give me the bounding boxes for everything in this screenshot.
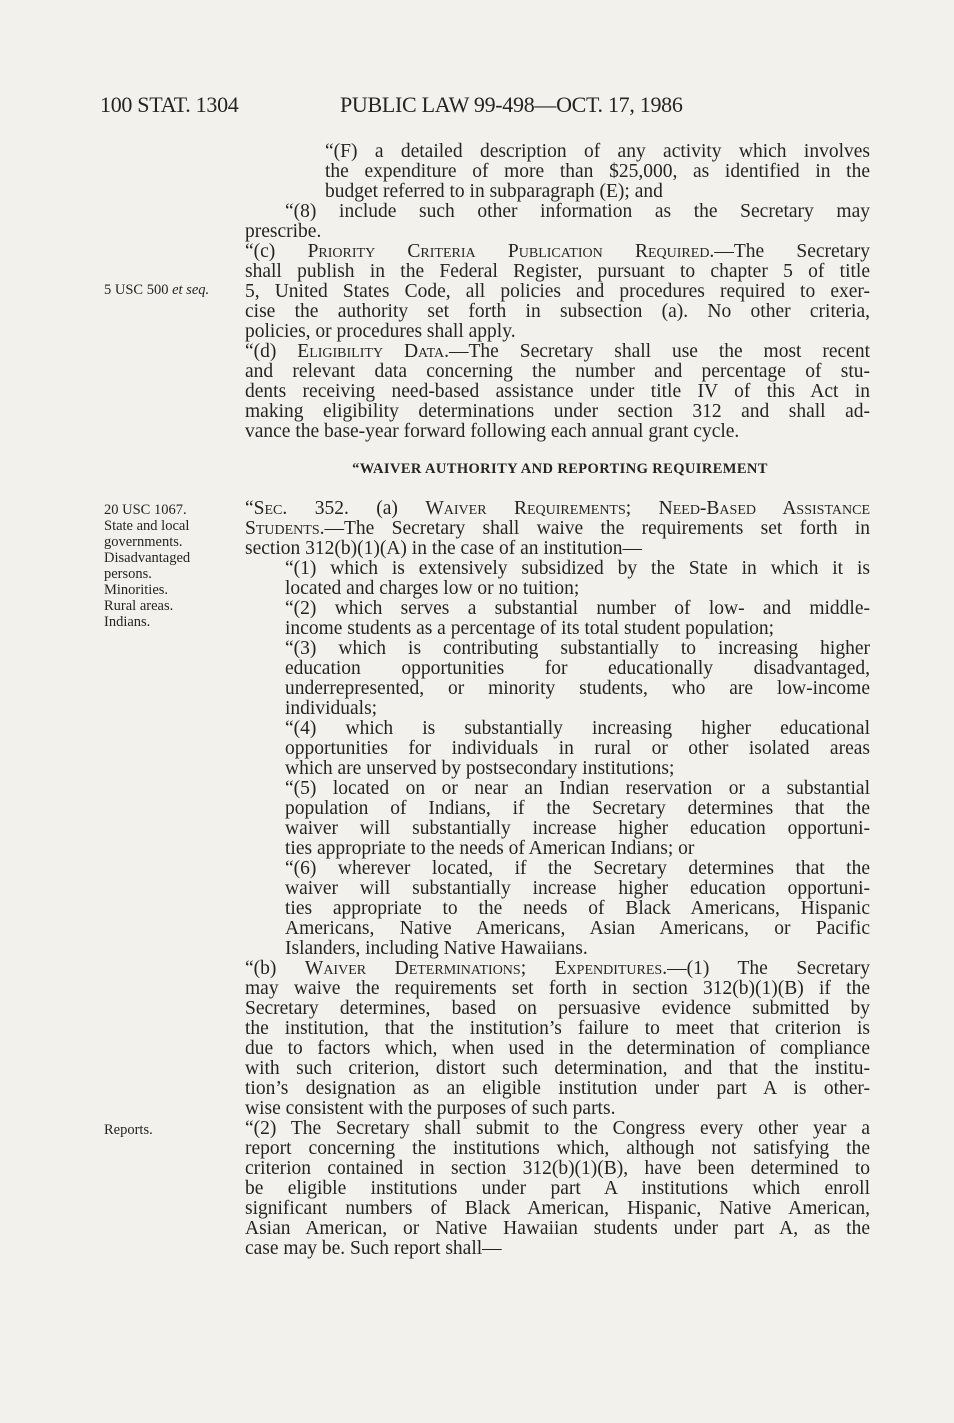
text-line <box>245 422 870 442</box>
text-line <box>285 919 870 939</box>
text-line <box>285 699 870 719</box>
text-line <box>245 1139 870 1159</box>
text-segment: individuals; <box>285 698 378 719</box>
margin-note-line: governments. <box>104 534 183 550</box>
text-segment: income students as a percentage of its total student population; <box>285 618 775 639</box>
text-line <box>245 1019 870 1039</box>
text-segment: Asian American, or Native Hawaiian students under part A, as the <box>245 1218 870 1239</box>
text-segment: Islanders, including Native Hawaiians. <box>285 938 588 959</box>
text-segment: —The Secretary shall waive the requirements set forth in <box>324 518 870 539</box>
text-segment: “(3) which is contributing substantially to increasing higher <box>285 638 870 659</box>
text-line <box>285 619 870 639</box>
text-segment: “(2) The Secretary shall submit to the Congress every other year a <box>245 1118 870 1139</box>
text-line <box>245 242 870 262</box>
text-line <box>245 1159 870 1179</box>
running-header: PUBLIC LAW 99-498—OCT. 17, 1986 <box>340 92 683 117</box>
text-segment: prescribe. <box>245 221 322 242</box>
text-line <box>285 779 870 799</box>
text-line <box>285 859 870 879</box>
text-segment: “(6) wherever located, if the Secretary determines that the <box>285 858 870 879</box>
text-segment: “(d) <box>245 341 298 362</box>
text-line <box>245 519 870 539</box>
text-segment: report concerning the institutions which, although not satisfying the <box>245 1138 870 1159</box>
text-line <box>325 162 870 182</box>
text-line <box>285 819 870 839</box>
text-line <box>245 262 870 282</box>
text-line <box>245 1179 870 1199</box>
margin-note-usc1067 <box>104 502 190 630</box>
text-segment: waiver will substantially increase higher education opportuni- <box>285 878 870 899</box>
text-line <box>245 1119 870 1139</box>
text-segment: the institution, that the institution’s failure to meet that criterion is <box>245 1018 870 1039</box>
text-line <box>245 342 870 362</box>
text-line <box>245 959 870 979</box>
text-line <box>285 639 870 659</box>
text-line <box>285 679 870 699</box>
text-segment: ties appropriate to the needs of American Indians; or <box>285 838 695 859</box>
margin-note-reports: Reports. <box>104 1122 153 1138</box>
text-line <box>285 839 870 859</box>
text-line <box>285 759 870 779</box>
text-line <box>245 222 870 242</box>
text-segment: “(4) which is substantially increasing higher educational <box>285 718 870 739</box>
text-line <box>245 302 870 322</box>
text-line <box>285 202 870 222</box>
text-line <box>285 559 870 579</box>
text-segment: “ <box>245 498 254 519</box>
text-line <box>245 539 870 559</box>
text-segment: Americans, Native Americans, Asian Americans, or Pacific <box>285 918 870 939</box>
text-segment: policies, or procedures shall apply. <box>245 321 516 342</box>
text-segment: —(1) The Secretary <box>667 958 870 979</box>
text-line <box>245 1059 870 1079</box>
text-segment: due to factors which, when used in the determination of compliance <box>245 1038 870 1059</box>
small-caps-heading: Sec <box>253 498 283 519</box>
text-segment: budget referred to in subparagraph (E); and <box>325 181 663 202</box>
text-segment: shall publish in the Federal Register, pursuant to chapter 5 of title <box>245 261 870 282</box>
text-segment: “(5) located on or near an Indian reservation or a substantial <box>285 778 870 799</box>
text-line <box>245 1079 870 1099</box>
text-segment: making eligibility determinations under section 312 and shall ad- <box>245 401 870 422</box>
text-segment: underrepresented, or minority students, who are low-income <box>285 678 870 699</box>
text-segment: cise the authority set forth in subsection (a). No other criteria, <box>245 301 870 322</box>
small-caps-heading: Waiver Requirements; Need-Based Assistance <box>425 498 870 519</box>
text-line <box>245 322 870 342</box>
text-line <box>245 1099 870 1119</box>
text-segment: Secretary determines, based on persuasive evidence submitted by <box>245 998 870 1019</box>
margin-note-italic: et seq. <box>172 282 210 298</box>
text-segment: may waive the requirements set forth in section 312(b)(1)(B) if the <box>245 978 870 999</box>
text-segment: be eligible institutions under part A institutions which enroll <box>245 1178 870 1199</box>
text-line <box>285 899 870 919</box>
text-line <box>285 719 870 739</box>
text-segment: waiver will substantially increase higher education opportuni- <box>285 818 870 839</box>
text-segment: “(1) which is extensively subsidized by the State in which it is <box>285 558 870 579</box>
text-segment: wise consistent with the purposes of such parts. <box>245 1098 616 1119</box>
text-segment: “(b) <box>245 958 305 979</box>
text-segment: with such criterion, distort such determination, and that the institu- <box>245 1058 870 1079</box>
text-line <box>245 499 870 519</box>
text-line <box>245 999 870 1019</box>
text-segment: criterion contained in section 312(b)(1)(B), have been determined to <box>245 1158 870 1179</box>
text-segment: significant numbers of Black American, Hispanic, Native American, <box>245 1198 870 1219</box>
margin-note-line: Indians. <box>104 614 151 630</box>
text-segment: tion’s designation as an eligible institution under part A is other- <box>245 1078 870 1099</box>
text-segment: “(8) include such other information as the Secretary may <box>285 201 870 222</box>
margin-note-text: 5 USC 500 <box>104 282 169 298</box>
text-line <box>245 979 870 999</box>
text-line <box>245 402 870 422</box>
text-segment: “(F) a detailed description of any activity which involves <box>325 141 870 162</box>
text-line <box>285 799 870 819</box>
margin-note-line: Disadvantaged <box>104 550 191 566</box>
text-line <box>285 939 870 959</box>
text-segment: —The Secretary <box>714 241 870 262</box>
margin-note-line: persons. <box>104 566 152 582</box>
text-line <box>325 142 870 162</box>
text-line <box>285 579 870 599</box>
text-segment: 5, United States Code, all policies and procedures required to exer- <box>245 281 870 302</box>
text-line <box>285 879 870 899</box>
margin-note-line: Minorities. <box>104 582 169 598</box>
margin-note-line: State and local <box>104 518 190 534</box>
text-line <box>245 1199 870 1219</box>
margin-note-usc500 <box>104 282 209 298</box>
text-segment: “(c) <box>245 241 308 262</box>
text-segment: located and charges low or no tuition; <box>285 578 580 599</box>
text-segment: —The Secretary shall use the most recent <box>449 341 870 362</box>
text-segment: which are unserved by postsecondary institutions; <box>285 758 675 779</box>
text-line <box>245 1239 870 1259</box>
text-line <box>245 1039 870 1059</box>
text-segment: “(2) which serves a substantial number of low- and middle- <box>285 598 870 619</box>
text-segment: case may be. Such report shall— <box>245 1238 502 1259</box>
text-line <box>245 1219 870 1239</box>
text-line <box>245 362 870 382</box>
text-segment: and relevant data concerning the number and percentage of stu- <box>245 361 870 382</box>
text-segment: . 352. (a) <box>282 498 426 519</box>
text-segment: vance the base-year forward following each annual grant cycle. <box>245 421 740 442</box>
text-segment: education opportunities for educationally disadvantaged, <box>285 658 870 679</box>
text-segment: the expenditure of more than $25,000, as identified in the <box>325 161 870 182</box>
text-segment: dents receiving need-based assistance under title IV of this Act in <box>245 381 870 402</box>
text-line <box>285 659 870 679</box>
small-caps-heading: Priority Criteria Publication Required. <box>307 241 715 262</box>
margin-note-line: 20 USC 1067. <box>104 502 187 518</box>
section-heading: “WAIVER AUTHORITY AND REPORTING REQUIREMENT <box>352 461 768 477</box>
margin-note-line: Rural areas. <box>104 598 174 614</box>
page-stat-number: 100 STAT. 1304 <box>100 92 239 117</box>
text-segment: population of Indians, if the Secretary determines that the <box>285 798 870 819</box>
text-segment: opportunities for individuals in rural or other isolated areas <box>285 738 870 759</box>
text-segment: ties appropriate to the needs of Black Americans, Hispanic <box>285 898 870 919</box>
text-line <box>285 739 870 759</box>
text-line <box>245 382 870 402</box>
text-line <box>285 599 870 619</box>
small-caps-heading: Eligibility Data. <box>297 341 450 362</box>
text-segment: section 312(b)(1)(A) in the case of an institution— <box>245 538 642 559</box>
text-line <box>325 182 870 202</box>
small-caps-heading: Waiver Determinations; Expenditures. <box>304 958 668 979</box>
text-line <box>245 282 870 302</box>
small-caps-heading: Students. <box>245 518 325 539</box>
